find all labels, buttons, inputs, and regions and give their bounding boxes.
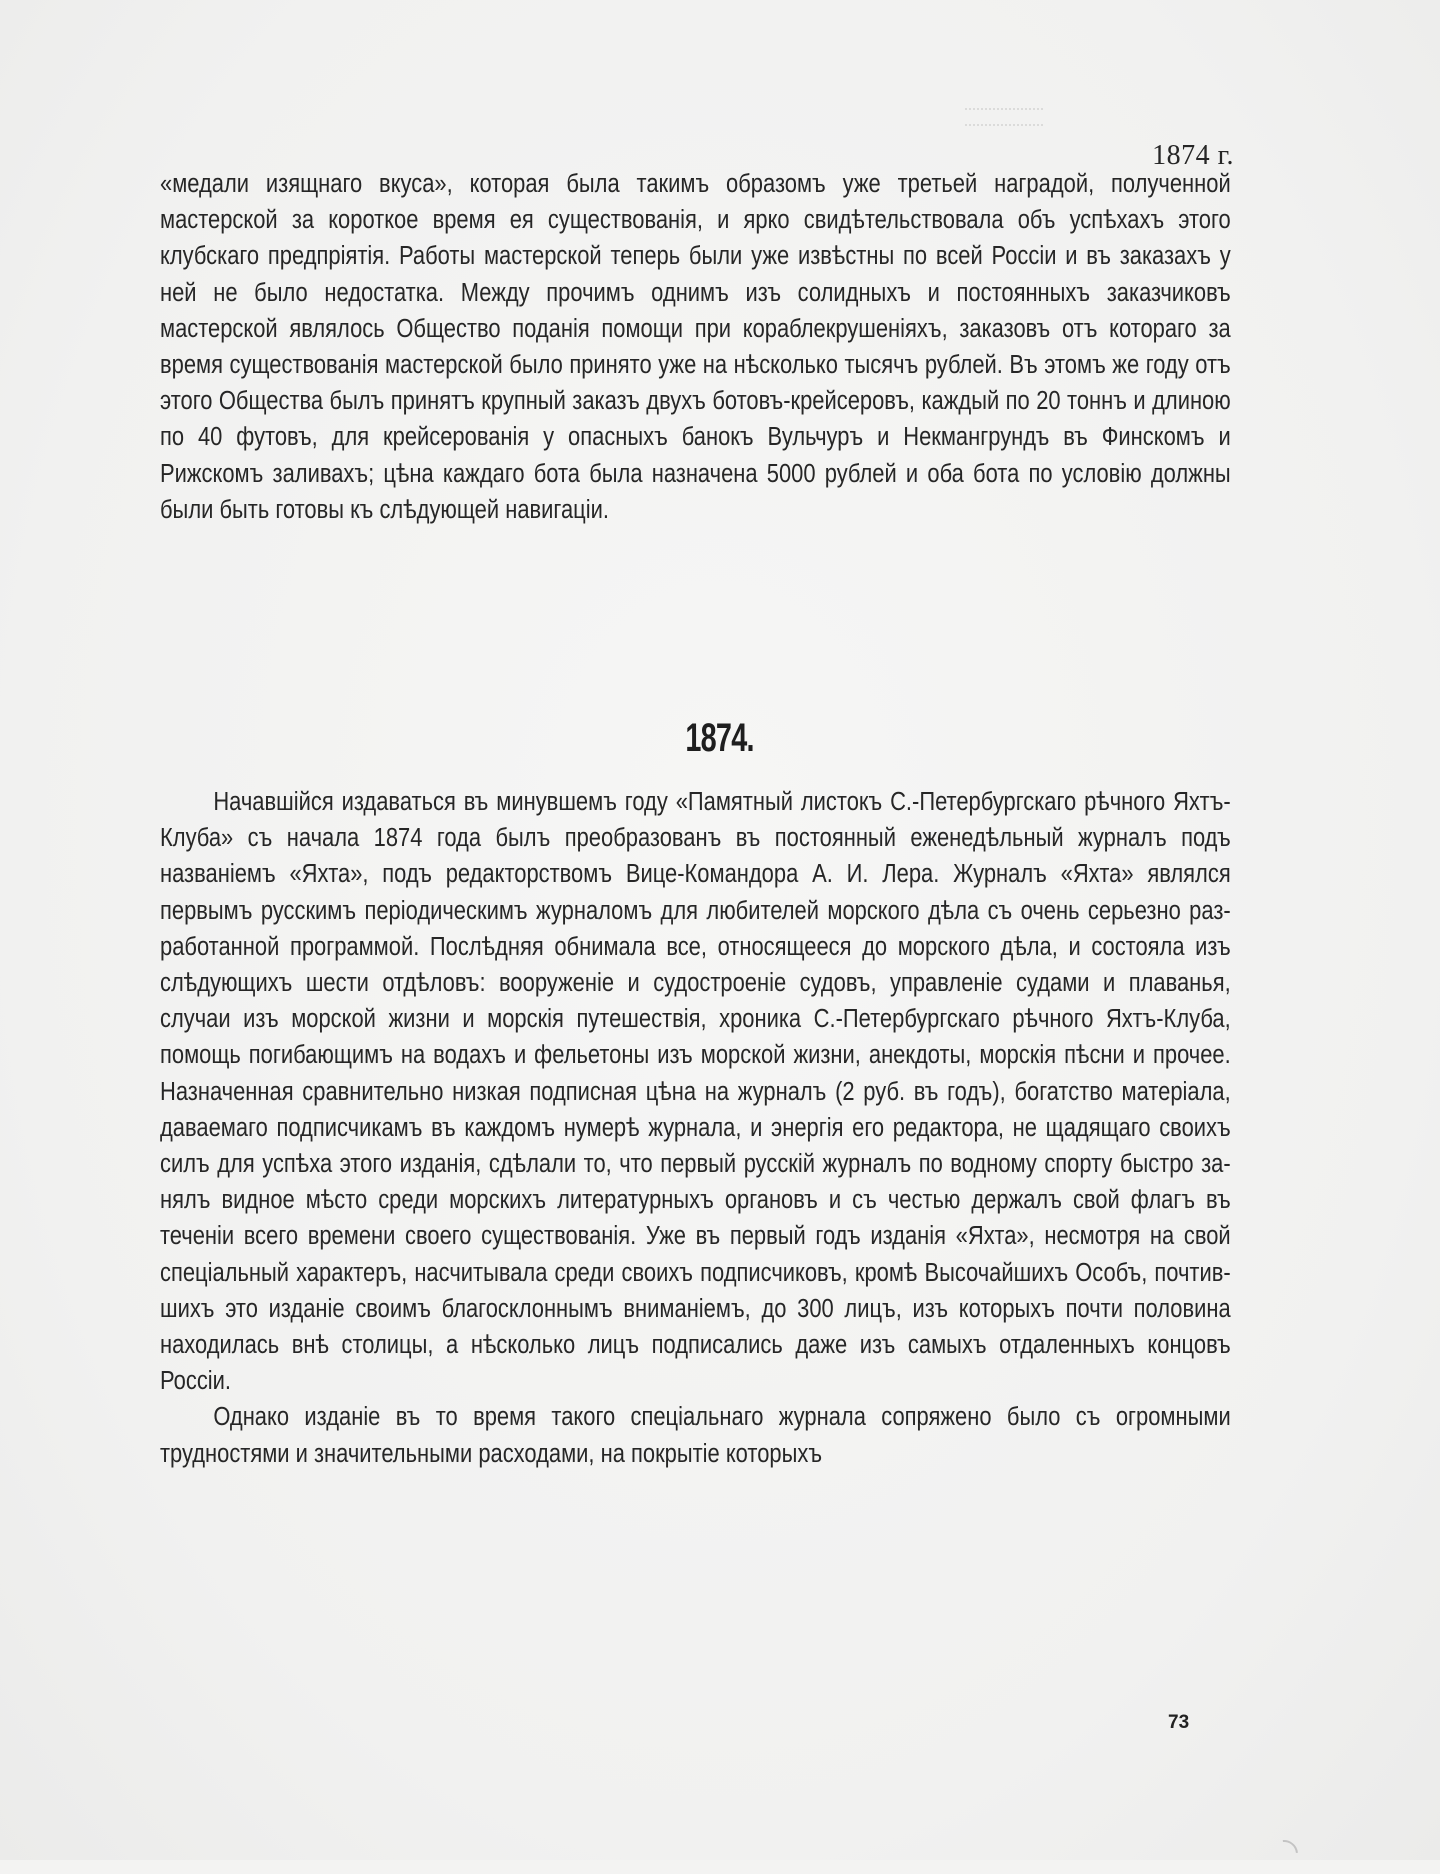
text-block-after-heading	[160, 784, 1231, 1472]
text-block-before-heading	[160, 166, 1231, 528]
section-heading-year	[0, 716, 1440, 761]
paper-mark	[1264, 1834, 1303, 1873]
section-heading-text: 1874.	[685, 716, 755, 760]
page-number: 73	[1168, 1712, 1190, 1733]
bleed-through-marks	[965, 108, 1043, 126]
paragraph: «медали изящнаго вкуса», которая была такимъ образомъ уже третьей наградой, полученной мастерской за короткое время ея существованія, и ярко свидѣтельствовала объ успѣхахъ этого клубскаго предпріятія. Работы мастерской теперь были уже извѣстны по всей Россіи и въ заказахъ у ней не было недостатка. Между прочимъ однимъ изъ солидныхъ и постоянныхъ заказчиковъ мастерской являлось Общество поданія помощи при кораблекрушеніяхъ, заказовъ отъ котораго за время существованія мастерской было принято уже на нѣсколько тысячъ рублей. Въ этомъ же году отъ этого Общества былъ принятъ крупный заказъ двухъ ботовъ-крейсеровъ, каждый по 20 тоннъ и длиною по 40 футовъ, для крейсерованія у опасныхъ банокъ Вульчуръ и Некмангрундъ въ Финскомъ и Рижскомъ заливахъ; цѣна каждаго бота была назначена 5000 рублей и оба бота по условію должны были быть готовы къ слѣдующей навигаціи.	[160, 170, 1231, 524]
paragraph: Начавшійся издаваться въ минувшемъ году «Памятный листокъ С.-Петербургскаго рѣчного Яхтъ-Клуба» съ начала 1874 года былъ преобразованъ въ постоянный еженедѣльный журналъ подъ названіемъ «Яхта», подъ редакторствомъ Вице-Командора А. И. Лера. Журналъ «Яхта» являлся первымъ русскимъ періодическимъ журналомъ для любителей морского дѣла съ очень серьезно разработанной программой. Послѣдняя обнимала все, относящееся до морского дѣла, и состояла изъ слѣдующихъ шести отдѣловъ: вооруженіе и судостроеніе судовъ, управленіе судами и плаванья, случаи изъ морской жизни и морскія путешествія, хроника С.-Петербургскаго рѣчного Яхтъ-Клуба, помощь погибающимъ на водахъ и фельетоны изъ морской жизни, анекдоты, морскія пѣсни и прочее. Назначенная сравнительно низкая подписная цѣна на журналъ (2 руб. въ годъ), богатство матеріала, даваемаго подписчикамъ въ каждомъ нумерѣ журнала, и энергія его редактора, не щадящаго своихъ силъ для успѣха этого изданія, сдѣлали то, что первый русскій журналъ по водному спорту быстро занялъ видное мѣсто среди морскихъ литературныхъ органовъ и съ честью держалъ свой флагъ въ теченіи всего времени своего существованія. Уже въ первый годъ изданія «Яхта», несмотря на свой спеціальный характеръ, насчитывала среди своихъ подписчиковъ, кромѣ Высочайшихъ Особъ, почтившихъ это изданіе своимъ благосклоннымъ вниманіемъ, до 300 лицъ, изъ которыхъ почти половина находилась внѣ столицы, а нѣсколько лицъ подписались даже изъ самыхъ отдаленныхъ концовъ Россіи.	[160, 788, 1231, 1396]
paragraph: Однако изданіе въ то время такого спеціальнаго журнала сопряжено было съ огромными трудностями и значительными расходами, на покрытіе которыхъ	[160, 1403, 1231, 1468]
running-head-year: 1874 г.	[1152, 140, 1234, 171]
